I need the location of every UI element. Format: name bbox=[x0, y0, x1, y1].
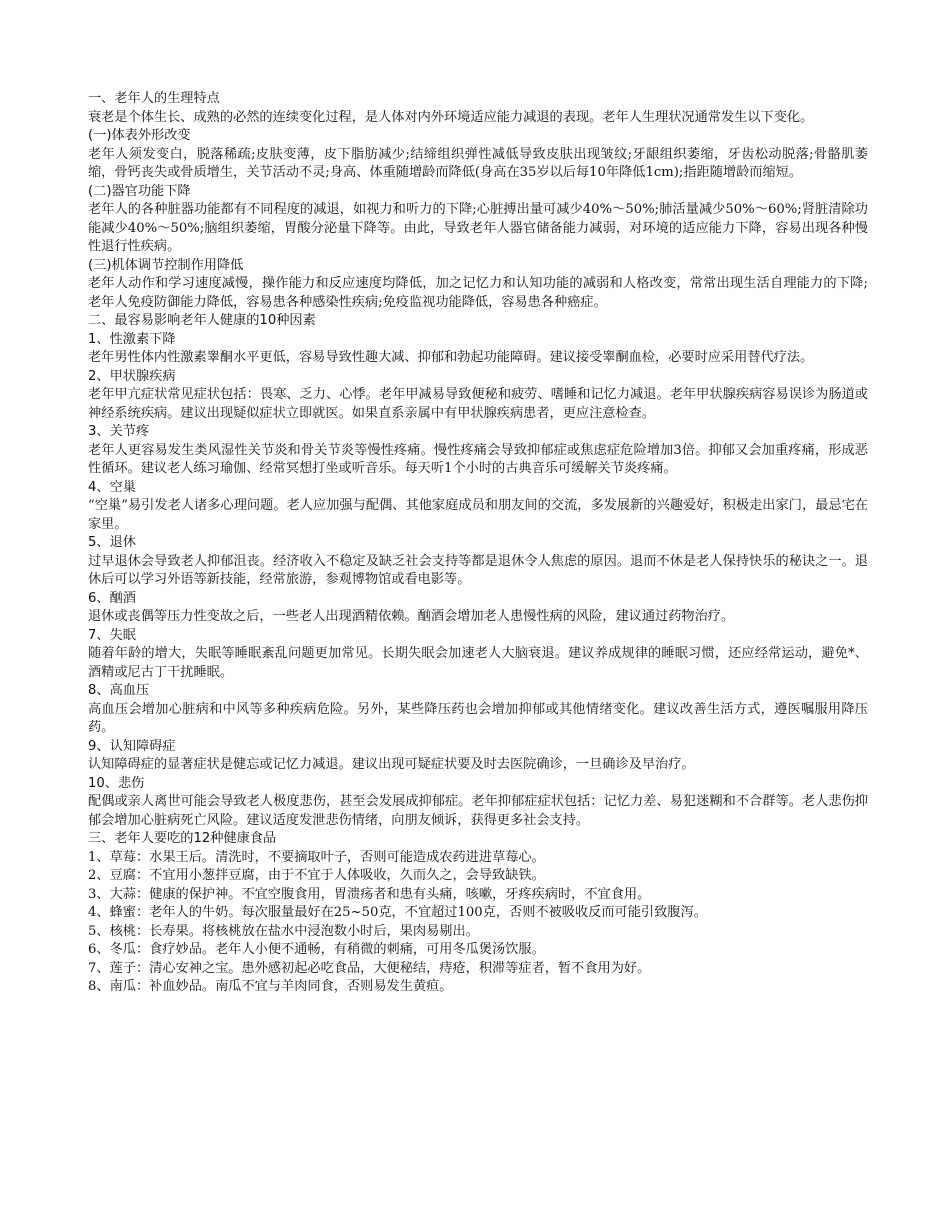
paragraph: 老年男性体内性激素睾酮水平更低，容易导致性趣大减、抑郁和勃起功能障碍。建议接受睾酮血检，必要时应采用替代疗法。 bbox=[88, 350, 814, 365]
factor-title: 2、甲状腺疾病 bbox=[88, 368, 176, 384]
paragraph: 老年人须发变白，脱落稀疏;皮肤变薄，皮下脂肪减少;结缔组织弹性减低导致皮肤出现皱纹;牙龈组织萎缩，牙齿松动脱落;骨骼肌萎缩，骨钙丧失或骨质增生，关节活动不灵;身高、体重随增龄而降低(身高在35岁以后每10年降低1cm);指距随增龄而缩短。 bbox=[88, 146, 868, 180]
paragraph: 高血压会增加心脏病和中风等多种疾病危险。另外，某些降压药也会增加抑郁或其他情绪变化。建议改善生活方式，遵医嘱服用降压药。 bbox=[88, 701, 868, 735]
paragraph: 老年人的各种脏器功能都有不同程度的减退，如视力和听力的下降;心脏搏出量可减少40%～50%;肺活量减少50%～60%;肾脏清除功能减少40%～50%;脑组织萎缩，胃酸分泌量下降等。由此，导致老年人器官储备能力减弱，对环境的适应能力下降，容易出现各种慢性退行性疾病。 bbox=[88, 202, 868, 254]
factor-title: 5、退休 bbox=[88, 535, 136, 550]
document-body bbox=[88, 90, 868, 997]
factor-title: 4、空巢 bbox=[88, 479, 136, 495]
food-item: 1、草莓：水果王后。清洗时，不要摘取叶子，否则可能造成农药进进草莓心。 bbox=[88, 849, 545, 865]
subsection-title: (二)器官功能下降 bbox=[88, 183, 191, 199]
subsection-title: (三)机体调节控制作用降低 bbox=[88, 257, 244, 273]
food-item: 4、蜂蜜：老年人的牛奶。每次服量最好在25~50克，不宜超过100克，否则不被吸收反而可能引致腹泻。 bbox=[88, 905, 707, 920]
subsection-title: (一)体表外形改变 bbox=[88, 128, 191, 143]
paragraph: 退休或丧偶等压力性变故之后，一些老人出现酒精依赖。酗酒会增加老人患慢性病的风险，建议通过药物治疗。 bbox=[88, 609, 735, 624]
factor-title: 1、性激素下降 bbox=[88, 331, 176, 347]
paragraph: 认知障碍症的显著症状是健忘或记忆力减退。建议出现可疑症状要及时去医院确诊，一旦确诊及早治疗。 bbox=[88, 757, 695, 772]
factor-title: 10、悲伤 bbox=[88, 775, 145, 791]
food-item: 7、莲子：清心安神之宝。患外感初起必吃食品，大便秘结，痔疮，积滞等症者，暂不食用为好。 bbox=[88, 960, 651, 976]
factor-title: 8、高血压 bbox=[88, 683, 150, 698]
section-title: 三、老年人要吃的12种健康食品 bbox=[88, 831, 277, 846]
paragraph: 配偶或亲人离世可能会导致老人极度悲伤，甚至会发展成抑郁症。老年抑郁症症状包括：记忆力差、易犯迷糊和不合群等。老人悲伤抑郁会增加心脏病死亡风险。建议适度发泄悲伤情绪，向朋友倾诉，获得更多社会支持。 bbox=[88, 794, 868, 828]
paragraph: “空巢”易引发老人诸多心理问题。老人应加强与配偶、其他家庭成员和朋友间的交流，多发展新的兴趣爱好，积极走出家门，最忌宅在家里。 bbox=[88, 498, 868, 532]
food-item: 5、核桃：长寿果。将核桃放在盐水中浸泡数小时后，果肉易剔出。 bbox=[88, 923, 479, 939]
food-item: 6、冬瓜：食疗妙品。老年人小便不通畅，有稍微的刺痛，可用冬瓜煲汤饮服。 bbox=[88, 942, 545, 957]
paragraph: 老年甲亢症状常见症状包括：畏寒、乏力、心悸。老年甲减易导致便秘和疲劳、嗜睡和记忆力减退。老年甲状腺疾病容易误诊为肠道或神经系统疾病。建议出现疑似症状立即就医。如果直系亲属中有甲状腺疾病患者，更应注意检查。 bbox=[88, 387, 868, 421]
paragraph: 随着年龄的增大，失眠等睡眠紊乱问题更加常见。长期失眠会加速老人大脑衰退。建议养成规律的睡眠习惯，还应经常运动，避免*、酒精或尼古丁干扰睡眠。 bbox=[88, 646, 868, 680]
factor-title: 6、酗酒 bbox=[88, 590, 136, 606]
section-title: 二、最容易影响老年人健康的10种因素 bbox=[88, 313, 316, 328]
factor-title: 3、关节疼 bbox=[88, 424, 150, 439]
section-title: 一、老年人的生理特点 bbox=[88, 91, 220, 106]
paragraph: 过早退休会导致老人抑郁沮丧。经济收入不稳定及缺乏社会支持等都是退休令人焦虑的原因。退而不休是老人保持快乐的秘诀之一。退休后可以学习外语等新技能，经常旅游，参观博物馆或看电影等。 bbox=[88, 553, 868, 587]
food-item: 8、南瓜：补血妙品。南瓜不宜与羊肉同食，否则易发生黄疸。 bbox=[88, 979, 453, 994]
factor-title: 9、认知障碍症 bbox=[88, 738, 176, 754]
paragraph: 衰老是个体生长、成熟的必然的连续变化过程，是人体对内外环境适应能力减退的表现。老年人生理状况通常发生以下变化。 bbox=[88, 109, 814, 125]
factor-title: 7、失眠 bbox=[88, 627, 136, 643]
paragraph: 老年人动作和学习速度减慢，操作能力和反应速度均降低，加之记忆力和认知功能的减弱和人格改变，常常出现生活自理能力的下降;老年人免疫防御能力降低，容易患各种感染性疾病;免疫监视功能降低，容易患各种癌症。 bbox=[88, 276, 868, 310]
paragraph: 老年人更容易发生类风湿性关节炎和骨关节炎等慢性疼痛。慢性疼痛会导致抑郁症或焦虑症危险增加3倍。抑郁又会加重疼痛，形成恶性循环。建议老人练习瑜伽、经常冥想打坐或听音乐。每天听1个小时的古典音乐可缓解关节炎疼痛。 bbox=[88, 442, 868, 476]
food-item: 3、大蒜：健康的保护神。不宜空腹食用，胃溃疡者和患有头痛，咳嗽，牙疼疾病时，不宜食用。 bbox=[88, 886, 651, 902]
food-item: 2、豆腐：不宜用小葱拌豆腐，由于不宜于人体吸收，久而久之，会导致缺铁。 bbox=[88, 868, 545, 883]
